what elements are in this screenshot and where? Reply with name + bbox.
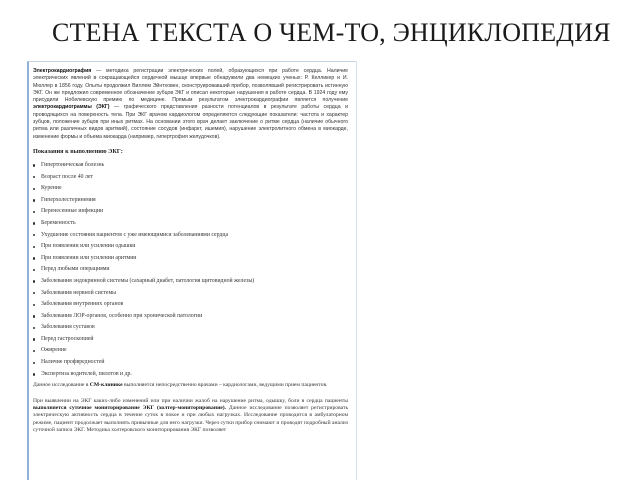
list-item: Ухудшение состояния пациентов с уже имеющимися заболеваниями сердца <box>33 232 348 244</box>
list-item: Заболевания суставов <box>33 324 348 336</box>
holter-highlight: выполняется суточное мониторирование ЭКГ (холтер-мониторирование). <box>33 405 227 412</box>
list-item: Наличие профвредностей <box>33 359 348 371</box>
clinic-paragraph <box>33 382 348 389</box>
list-item: Экспертиза водителей, пилотов и др. <box>33 371 348 383</box>
holter-paragraph <box>33 398 348 435</box>
intro-text-continued: — графического представления разности потенциалов в результате работы сердца и проводящихся на поверхность тела. При ЭКГ врачом кардиологом определяются следующие показатели: частота и характер зубцов, положение зубцов при иных ритмах. На основании этого врач делает заключение о ритме сердца (наличие обычного ритма или различных видов аритмий), состояние сосудов (инфаркт, ишемия), нарушение электролитного обмена в миокарде, изменение формы и объема миокарда (например, гипертрофия желудочков). <box>33 104 348 140</box>
list-item: Заболевания ЛОР-органов, особенно при хронической патологии <box>33 313 348 325</box>
term-ecg-record: электрокардиограммы (ЭКГ) <box>33 104 110 111</box>
list-item: Беременность <box>33 220 348 232</box>
encyclopedia-text-screenshot <box>27 61 357 480</box>
slide-title: СТЕНА ТЕКСТА О ЧЕМ-ТО, ЭНЦИКЛОПЕДИЯ <box>52 18 611 47</box>
list-item: Перенесенные инфекции <box>33 208 348 220</box>
clinic-text: Данное исследование в <box>33 382 90 389</box>
indications-list <box>33 162 348 382</box>
holter-text-continued: Данное исследование позволяет регистрировать электрическую активность сердца в течение суток в покое и при любых нагрузках. Исследование проводится в амбулаторном режиме, пациент продолжает выполнять привычные для него нагрузки. Через сутки прибор снимают и проводят подробный анализ суточной записи ЭКГ. Методика холтеровского мониторирования ЭКГ позволяет <box>33 405 349 434</box>
list-item: Перед гастроскопией <box>33 336 348 348</box>
clinic-name: СМ-клинике <box>89 382 123 389</box>
list-item: Ожирение <box>33 347 348 359</box>
list-item: Гиперхолестеринемия <box>33 197 348 209</box>
intro-paragraph <box>33 68 348 141</box>
list-item: Перед любыми операциями <box>33 266 348 278</box>
list-item: Курение <box>33 185 348 197</box>
intro-text: — методика регистрации электрических полей, образующихся при работе сердца. Наличие электрических явлений в сокращающейся сердечной мышце впервые обнаружили два немецких ученых: Р. Келликер и И. Мюллер в 1856 году. Опыты продолжил Виллем Эйнтховен, сконструировавший прибор, позволявший регистрировать истинную ЭКГ. Он же предложил современное обозначение зубцов ЭКГ и описал некоторые нарушения в работе сердца. В 1924 году ему присудили Нобелевскую премию по медицине. Прямым результатом электрокардиографии является получение <box>33 68 348 104</box>
list-item: Заболевания нервной системы <box>33 290 348 302</box>
clinic-text-continued: выполняется непосредственно врачами – кардиологами, ведущими прием пациентов. <box>122 382 328 389</box>
document-body <box>29 62 356 435</box>
list-item: При появлении или усилении одышки <box>33 243 348 255</box>
indications-heading: Показания к выполнению ЭКГ: <box>33 147 123 155</box>
list-item: Возраст после 40 лет <box>33 174 348 186</box>
list-item: Гипертоническая болезнь <box>33 162 348 174</box>
list-item: При появлении или усилении аритмии <box>33 255 348 267</box>
term-ecg: Электрокардиография <box>33 68 92 74</box>
list-item: Заболевания эндокринной системы (сахарный диабет, патология щитовидной железы) <box>33 278 348 290</box>
holter-text: При выявлении на ЭКГ каких-либо изменений или при наличии жалоб на нарушение ритма, одышку, боли в сердца пациенты <box>33 397 348 404</box>
list-item: Заболевания внутренних органов <box>33 301 348 313</box>
